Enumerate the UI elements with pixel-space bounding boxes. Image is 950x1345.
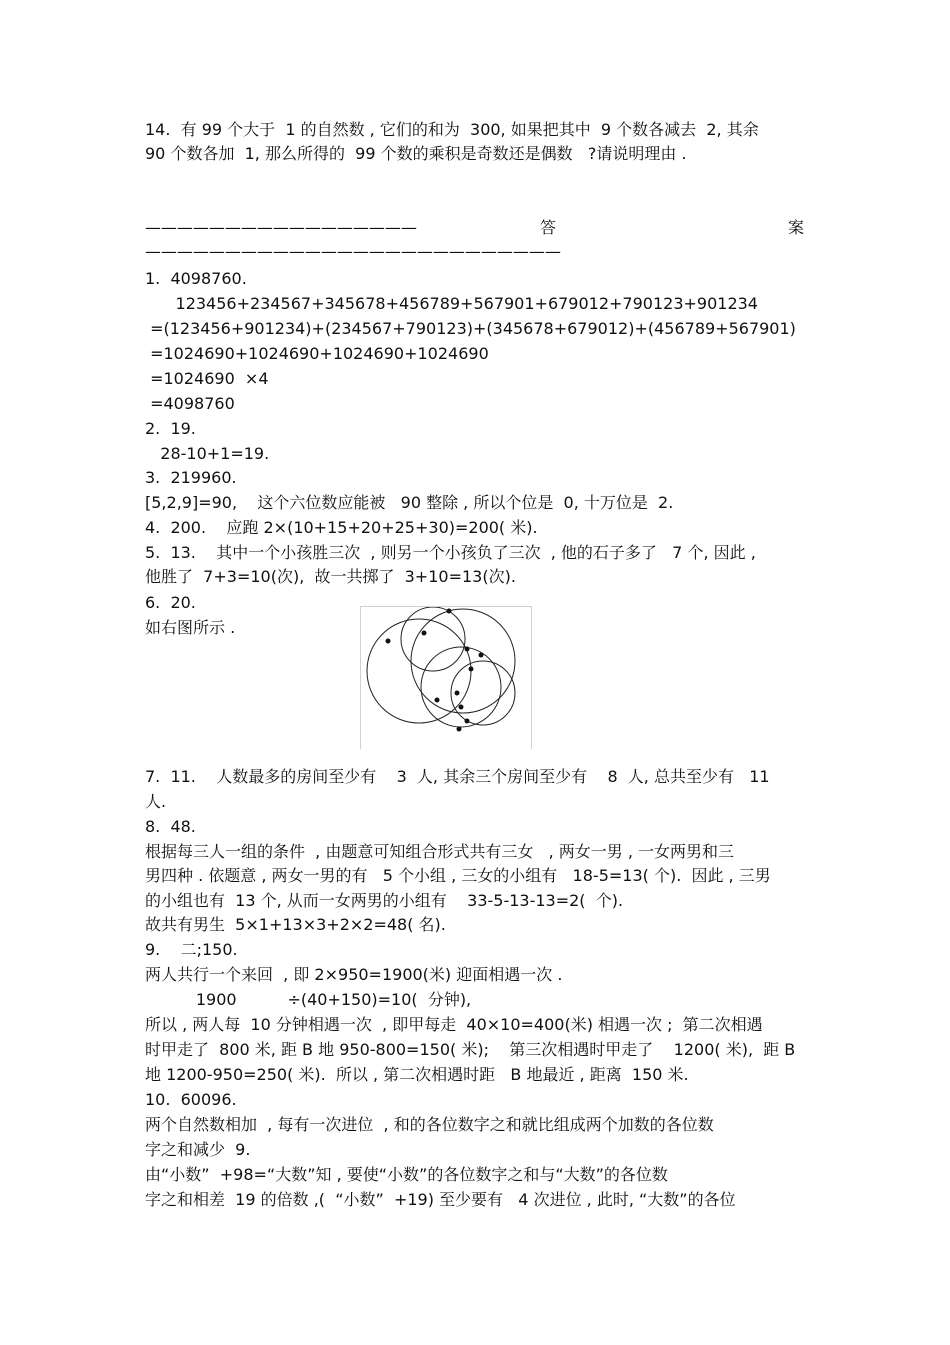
answer-line: 7. 11. 人数最多的房间至少有 3 人, 其余三个房间至少有 8 人, 总共至少有 11 [145,767,770,786]
answer-line: 两人共行一个来回 , 即 2×950=1900(米) 迎面相遇一次 . [145,965,563,984]
answer-line: 所以 , 两人每 10 分钟相遇一次 , 即甲每走 40×10=400(米) 相遇一次 ; 第二次相遇 [145,1015,763,1034]
answer-line: 地 1200-950=250( 米). 所以 , 第二次相遇时距 B 地最近 , 距离 150 米. [145,1065,689,1084]
divider-label-answer-1: 答 [540,218,557,237]
answer-line: 2. 19. [145,419,196,438]
intersection-dot [386,639,391,644]
answer-line: [5,2,9]=90, 这个六位数应能被 90 整除 , 所以个位是 0, 十万位是 2. [145,493,674,512]
answer-line: 故共有男生 5×1+13×3+2×2=48( 名). [145,915,446,934]
circle [367,619,471,723]
intersection-dot [422,631,427,636]
answer-line: 3. 219960. [145,468,237,487]
answer-line: 如右图所示 . [145,618,236,637]
answer-line: 字之和相差 19 的倍数 ,( “小数” +19) 至少要有 4 次进位 , 此时, “大数”的各位 [145,1190,736,1209]
answer-line: 9. 二;150. [145,940,238,959]
answer-line: 男四种 . 依题意 , 两女一男的有 5 个小组 , 三女的小组有 18-5=13( 个). 因此 , 三男 [145,866,771,885]
intersection-dot [435,698,440,703]
divider-dashes-bottom: —————————————————————————— [145,242,561,261]
intersection-dot [479,653,484,658]
answer-line: 5. 13. 其中一个小孩胜三次 , 则另一个小孩负了三次 , 他的石子多了 7 个, 因此 , [145,543,756,562]
answer-line: 1. 4098760. [145,269,247,288]
circle [421,647,501,727]
intersection-dot [455,691,460,696]
problem-14-line-1: 14. 有 99 个大于 1 的自然数 , 它们的和为 300, 如果把其中 9 个数各减去 2, 其余 [145,120,759,139]
answer-line: 的小组也有 13 个, 从而一女两男的小组有 33-5-13-13=2( 个). [145,891,624,910]
answer-line: =(123456+901234)+(234567+790123)+(345678+679012)+(456789+567901) [145,319,796,338]
answer-line: 两个自然数相加 , 每有一次进位 , 和的各位数字之和就比组成两个加数的各位数 [145,1115,714,1134]
answer-line: 123456+234567+345678+456789+567901+679012+790123+901234 [145,294,758,313]
circles-figure [360,606,532,749]
answer-line: 时甲走了 800 米, 距 B 地 950-800=150( 米); 第三次相遇时甲走了 1200( 米), 距 B [145,1040,796,1059]
circles-diagram [361,607,531,749]
answer-line: =1024690+1024690+1024690+1024690 [145,344,489,363]
answer-line: =4098760 [145,394,235,413]
circle [451,661,515,725]
intersection-dot [457,727,462,732]
answer-line: 8. 48. [145,817,196,836]
answer-line: 由“小数” +98=“大数”知 , 要使“小数”的各位数字之和与“大数”的各位数 [145,1165,668,1184]
answer-line: 根据每三人一组的条件 , 由题意可知组合形式共有三女 , 两女一男 , 一女两男和三 [145,842,735,861]
intersection-dot [469,667,474,672]
answer-line: 1900 ÷(40+150)=10( 分钟), [145,990,472,1009]
answer-line: 28-10+1=19. [145,444,270,463]
answer-line: 6. 20. [145,593,196,612]
answer-line: 人. [145,792,167,811]
answer-line: 他胜了 7+3=10(次), 故一共掷了 3+10=13(次). [145,567,516,586]
divider-label-answer-2: 案 [788,218,805,237]
divider-dashes-left: ————————————————— [145,218,417,237]
answer-line: 字之和减少 9. [145,1140,251,1159]
answer-line: 10. 60096. [145,1090,237,1109]
answer-line: 4. 200. 应跑 2×(10+15+20+25+30)=200( 米). [145,518,538,537]
answer-line: =1024690 ×4 [145,369,269,388]
intersection-dot [447,609,452,614]
intersection-dot [465,719,470,724]
circle [401,607,465,671]
intersection-dot [465,647,470,652]
intersection-dot [459,705,464,710]
problem-14-line-2: 90 个数各加 1, 那么所得的 99 个数的乘积是奇数还是偶数 ?请说明理由 . [145,144,687,163]
